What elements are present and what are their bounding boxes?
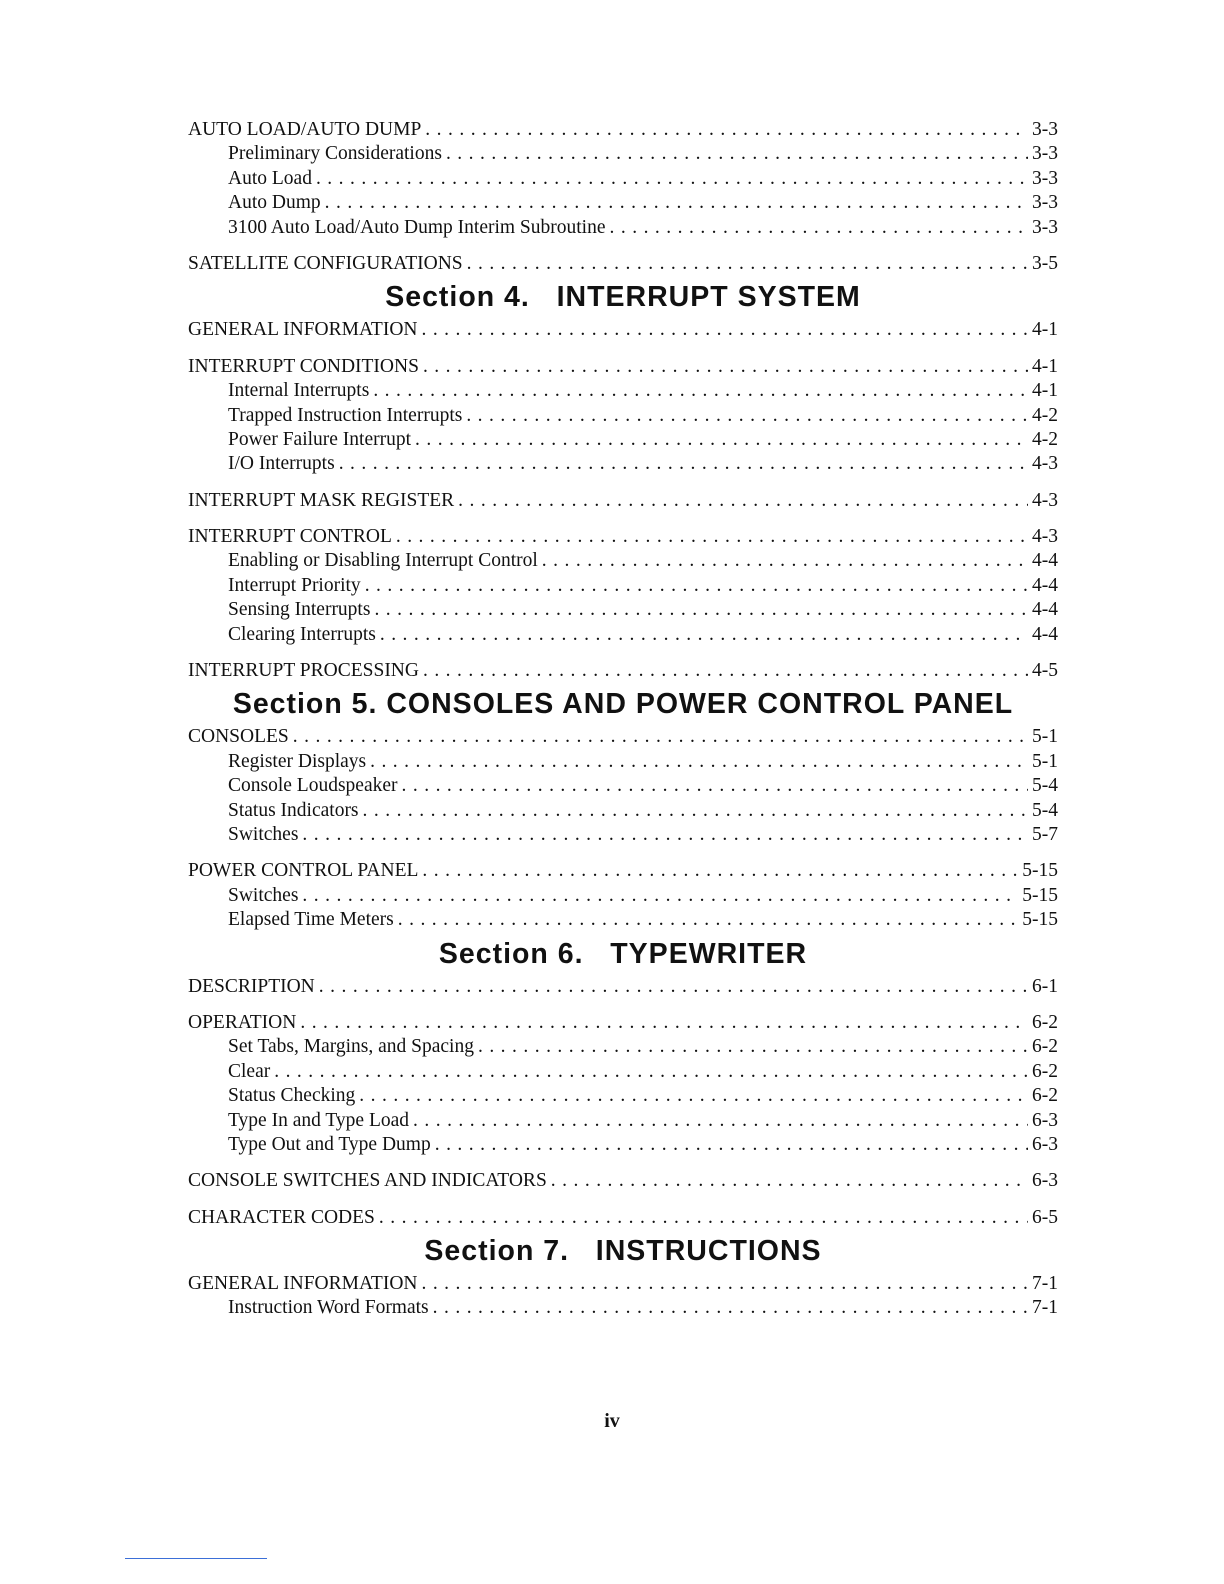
dot-leader bbox=[373, 379, 1028, 403]
toc-entry[interactable] bbox=[188, 725, 1058, 749]
toc-subentry[interactable] bbox=[188, 1060, 1058, 1084]
entry-title: CONSOLES bbox=[188, 726, 289, 748]
entry-page-number: 4-4 bbox=[1032, 574, 1058, 596]
page-number: iv bbox=[604, 1410, 620, 1432]
toc-entry[interactable] bbox=[188, 355, 1058, 379]
toc-subentry[interactable] bbox=[188, 574, 1058, 598]
table-of-contents bbox=[188, 118, 1058, 1321]
entry-page-number: 3-3 bbox=[1032, 216, 1058, 238]
toc-subentry[interactable] bbox=[188, 1109, 1058, 1133]
entry-title: Switches bbox=[228, 884, 299, 906]
entry-title: Auto Dump bbox=[228, 192, 321, 214]
entry-page-number: 4-5 bbox=[1032, 660, 1058, 682]
entry-page-number: 4-1 bbox=[1032, 380, 1058, 402]
entry-page-number: 5-7 bbox=[1032, 823, 1058, 845]
toc-entry[interactable] bbox=[188, 1272, 1058, 1296]
toc-entry[interactable] bbox=[188, 525, 1058, 549]
dot-leader bbox=[379, 1206, 1028, 1230]
dot-leader bbox=[300, 1011, 1028, 1035]
dot-leader bbox=[370, 750, 1028, 774]
entry-title: Register Displays bbox=[228, 750, 367, 772]
dot-leader bbox=[467, 252, 1028, 276]
dot-leader bbox=[423, 659, 1028, 683]
entry-title: I/O Interrupts bbox=[228, 453, 335, 475]
entry-title: INTERRUPT MASK REGISTER bbox=[188, 489, 455, 511]
dot-leader bbox=[374, 598, 1028, 622]
entry-title: CONSOLE SWITCHES AND INDICATORS bbox=[188, 1170, 547, 1192]
entry-title: INTERRUPT CONDITIONS bbox=[188, 355, 419, 377]
entry-title: Elapsed Time Meters bbox=[228, 909, 394, 931]
dot-leader bbox=[316, 167, 1028, 191]
toc-entry[interactable] bbox=[188, 118, 1058, 142]
toc-entry[interactable] bbox=[188, 1206, 1058, 1230]
entry-page-number: 3-3 bbox=[1032, 192, 1058, 214]
toc-subentry[interactable] bbox=[188, 623, 1058, 647]
toc-subentry[interactable] bbox=[188, 799, 1058, 823]
entry-title: Auto Load bbox=[228, 167, 312, 189]
entry-page-number: 5-15 bbox=[1022, 909, 1058, 931]
entry-title: DESCRIPTION bbox=[188, 975, 315, 997]
entry-page-number: 4-4 bbox=[1032, 550, 1058, 572]
dot-leader bbox=[433, 1296, 1028, 1320]
toc-entry[interactable] bbox=[188, 489, 1058, 513]
group-spacer bbox=[188, 647, 1058, 659]
entry-page-number: 3-3 bbox=[1032, 143, 1058, 165]
toc-subentry[interactable] bbox=[188, 191, 1058, 215]
section-heading: Section 4. INTERRUPT SYSTEM bbox=[385, 281, 861, 314]
dot-leader bbox=[415, 428, 1028, 452]
entry-page-number: 5-1 bbox=[1032, 750, 1058, 772]
entry-page-number: 3-5 bbox=[1032, 252, 1058, 274]
entry-title: INTERRUPT CONTROL bbox=[188, 526, 392, 548]
toc-subentry[interactable] bbox=[188, 549, 1058, 573]
entry-title: GENERAL INFORMATION bbox=[188, 1273, 418, 1295]
dot-leader bbox=[435, 1133, 1028, 1157]
dot-leader bbox=[396, 525, 1028, 549]
entry-page-number: 5-1 bbox=[1032, 726, 1058, 748]
entry-page-number: 6-2 bbox=[1032, 1085, 1058, 1107]
dot-leader bbox=[365, 574, 1028, 598]
entry-title: Clearing Interrupts bbox=[228, 623, 376, 645]
dot-leader bbox=[478, 1035, 1028, 1059]
dot-leader bbox=[542, 549, 1028, 573]
dot-leader bbox=[421, 318, 1028, 342]
entry-page-number: 4-1 bbox=[1032, 355, 1058, 377]
entry-page-number: 4-4 bbox=[1032, 599, 1058, 621]
entry-page-number: 7-1 bbox=[1032, 1273, 1058, 1295]
dot-leader bbox=[422, 859, 1018, 883]
dot-leader bbox=[413, 1109, 1028, 1133]
toc-subentry[interactable] bbox=[188, 1035, 1058, 1059]
entry-title: Interrupt Priority bbox=[228, 574, 361, 596]
section-heading: Section 6. TYPEWRITER bbox=[438, 937, 808, 970]
entry-page-number: 6-3 bbox=[1032, 1170, 1058, 1192]
toc-subentry[interactable] bbox=[188, 452, 1058, 476]
scan-mark bbox=[125, 1558, 267, 1559]
toc-subentry[interactable] bbox=[188, 216, 1058, 240]
entry-page-number: 6-1 bbox=[1032, 975, 1058, 997]
entry-title: 3100 Auto Load/Auto Dump Interim Subroutine bbox=[228, 216, 606, 238]
entry-title: Clear bbox=[228, 1060, 271, 1082]
toc-entry[interactable] bbox=[188, 318, 1058, 342]
group-spacer bbox=[188, 847, 1058, 859]
entry-page-number: 6-2 bbox=[1032, 1011, 1058, 1033]
entry-title: Switches bbox=[228, 823, 299, 845]
entry-title: SATELLITE CONFIGURATIONS bbox=[188, 252, 463, 274]
entry-page-number: 4-4 bbox=[1032, 623, 1058, 645]
entry-title: Console Loudspeaker bbox=[228, 775, 398, 797]
dot-leader bbox=[466, 404, 1028, 428]
toc-subentry[interactable] bbox=[188, 379, 1058, 403]
entry-page-number: 6-2 bbox=[1032, 1036, 1058, 1058]
toc-subentry[interactable] bbox=[188, 884, 1058, 908]
toc-entry[interactable] bbox=[188, 1011, 1058, 1035]
toc-entry[interactable] bbox=[188, 975, 1058, 999]
entry-title: Status Checking bbox=[228, 1085, 356, 1107]
group-spacer bbox=[188, 1157, 1058, 1169]
dot-leader bbox=[319, 975, 1028, 999]
toc-subentry[interactable] bbox=[188, 428, 1058, 452]
dot-leader bbox=[359, 1084, 1028, 1108]
dot-leader bbox=[398, 908, 1019, 932]
entry-title: Type In and Type Load bbox=[228, 1109, 410, 1131]
entry-title: Set Tabs, Margins, and Spacing bbox=[228, 1036, 474, 1058]
entry-page-number: 4-3 bbox=[1032, 453, 1058, 475]
entry-page-number: 5-15 bbox=[1022, 860, 1058, 882]
entry-page-number: 4-2 bbox=[1032, 428, 1058, 450]
dot-leader bbox=[402, 774, 1028, 798]
dot-leader bbox=[302, 884, 1018, 908]
dot-leader bbox=[458, 489, 1028, 513]
entry-page-number: 3-3 bbox=[1032, 119, 1058, 140]
dot-leader bbox=[325, 191, 1028, 215]
group-spacer bbox=[188, 999, 1058, 1011]
group-spacer bbox=[188, 1194, 1058, 1206]
section-heading: Section 5. CONSOLES AND POWER CONTROL PANEL bbox=[232, 688, 1014, 721]
dot-leader bbox=[293, 725, 1028, 749]
entry-page-number: 4-3 bbox=[1032, 526, 1058, 548]
dot-leader bbox=[421, 1272, 1028, 1296]
dot-leader bbox=[339, 452, 1028, 476]
toc-entry[interactable] bbox=[188, 659, 1058, 683]
toc-subentry[interactable] bbox=[188, 750, 1058, 774]
group-spacer bbox=[188, 240, 1058, 252]
entry-title: INTERRUPT PROCESSING bbox=[188, 660, 419, 682]
dot-leader bbox=[380, 623, 1028, 647]
entry-page-number: 5-4 bbox=[1032, 775, 1058, 797]
entry-title: Instruction Word Formats bbox=[228, 1297, 429, 1319]
toc-subentry[interactable] bbox=[188, 774, 1058, 798]
dot-leader bbox=[425, 118, 1028, 142]
toc-entry[interactable] bbox=[188, 252, 1058, 276]
entry-page-number: 6-5 bbox=[1032, 1206, 1058, 1228]
entry-page-number: 7-1 bbox=[1032, 1297, 1058, 1319]
group-spacer bbox=[188, 513, 1058, 525]
entry-title: CHARACTER CODES bbox=[188, 1206, 375, 1228]
entry-page-number: 4-1 bbox=[1032, 319, 1058, 341]
entry-page-number: 4-3 bbox=[1032, 489, 1058, 511]
dot-leader bbox=[446, 142, 1028, 166]
entry-page-number: 5-15 bbox=[1022, 884, 1058, 906]
toc-entry[interactable] bbox=[188, 859, 1058, 883]
toc-subentry[interactable] bbox=[188, 1084, 1058, 1108]
dot-leader bbox=[551, 1169, 1028, 1193]
toc-subentry[interactable] bbox=[188, 142, 1058, 166]
dot-leader bbox=[363, 799, 1028, 823]
entry-page-number: 6-2 bbox=[1032, 1060, 1058, 1082]
section-heading: Section 7. INSTRUCTIONS bbox=[424, 1235, 822, 1268]
entry-page-number: 3-3 bbox=[1032, 167, 1058, 189]
toc-subentry[interactable] bbox=[188, 823, 1058, 847]
entry-title: POWER CONTROL PANEL bbox=[188, 860, 419, 882]
group-spacer bbox=[188, 477, 1058, 489]
toc-subentry[interactable] bbox=[188, 404, 1058, 428]
toc-subentry[interactable] bbox=[188, 908, 1058, 932]
entry-title: Trapped Instruction Interrupts bbox=[228, 404, 463, 426]
entry-title: Sensing Interrupts bbox=[228, 599, 371, 621]
entry-title: Preliminary Considerations bbox=[228, 143, 442, 165]
toc-subentry[interactable] bbox=[188, 1133, 1058, 1157]
entry-title: OPERATION bbox=[188, 1011, 297, 1033]
entry-title: Status Indicators bbox=[228, 799, 359, 821]
entry-title: Power Failure Interrupt bbox=[228, 428, 412, 450]
entry-title: Internal Interrupts bbox=[228, 380, 370, 402]
entry-title: AUTO LOAD/AUTO DUMP bbox=[188, 119, 422, 140]
toc-entry[interactable] bbox=[188, 1169, 1058, 1193]
toc-subentry[interactable] bbox=[188, 167, 1058, 191]
entry-title: GENERAL INFORMATION bbox=[188, 319, 418, 341]
entry-title: Enabling or Disabling Interrupt Control bbox=[228, 550, 538, 572]
dot-leader bbox=[610, 216, 1028, 240]
dot-leader bbox=[302, 823, 1028, 847]
toc-subentry[interactable] bbox=[188, 598, 1058, 622]
dot-leader bbox=[274, 1060, 1028, 1084]
entry-page-number: 6-3 bbox=[1032, 1109, 1058, 1131]
dot-leader bbox=[423, 355, 1028, 379]
entry-title: Type Out and Type Dump bbox=[228, 1133, 431, 1155]
entry-page-number: 4-2 bbox=[1032, 404, 1058, 426]
group-spacer bbox=[188, 343, 1058, 355]
toc-subentry[interactable] bbox=[188, 1296, 1058, 1320]
entry-page-number: 5-4 bbox=[1032, 799, 1058, 821]
entry-page-number: 6-3 bbox=[1032, 1133, 1058, 1155]
